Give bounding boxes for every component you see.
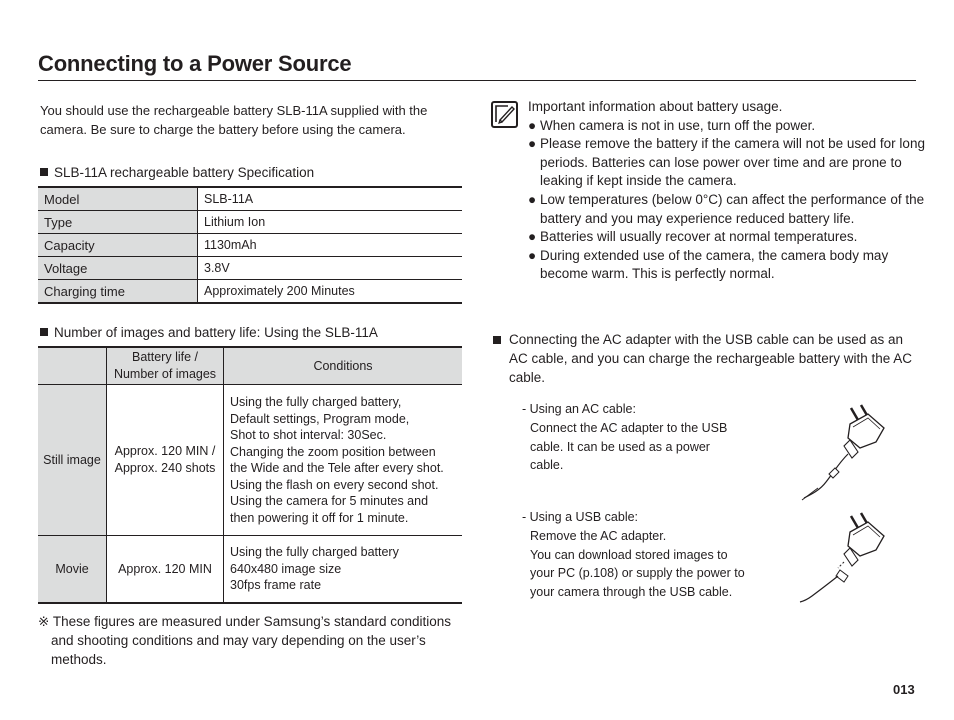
spec-heading	[40, 164, 314, 182]
table-row	[38, 385, 462, 536]
intro-line: You should use the rechargeable battery SLB-11A supplied with the	[40, 103, 428, 118]
condition-line: Changing the zoom position between	[230, 444, 436, 459]
condition-line: Using the fully charged battery	[230, 545, 399, 560]
table-row	[38, 536, 462, 604]
life-heading	[40, 324, 378, 342]
ac-cable-line: cable.	[530, 458, 564, 473]
spec-value: Lithium Ion	[198, 211, 463, 234]
note-bullet	[528, 247, 928, 284]
spec-value: 3.8V	[198, 257, 463, 280]
battery-life-value	[107, 536, 224, 604]
usb-cable-heading: - Using a USB cable:	[522, 510, 639, 524]
battery-life-value	[107, 385, 224, 536]
condition-line: Default settings, Program mode,	[230, 411, 410, 426]
spec-value: 1130mAh	[198, 234, 463, 257]
header-conditions: Conditions	[224, 347, 463, 385]
footnote-line: methods.	[51, 652, 107, 667]
note-bullet	[528, 135, 928, 191]
note-bullet	[528, 228, 928, 247]
usb-cable-line: Remove the AC adapter.	[530, 528, 667, 543]
spec-key: Type	[38, 211, 198, 234]
ac-adapter-cable-illustration	[798, 402, 898, 502]
battery-usage-note	[528, 98, 928, 284]
footnote-line: and shooting conditions and may vary depending on the user’s	[51, 633, 426, 648]
page-title: Connecting to a Power Source	[38, 50, 916, 81]
table-row	[38, 211, 462, 234]
square-bullet-icon	[40, 168, 48, 176]
condition-line: the Wide and the Tele after every shot.	[230, 461, 444, 475]
page-number: 013	[893, 682, 915, 697]
header-empty-cell	[38, 347, 107, 385]
spec-key: Model	[38, 187, 198, 211]
footnote	[38, 612, 458, 669]
mode-name: Movie	[38, 536, 107, 604]
life-line: Approx. 240 shots	[114, 461, 216, 475]
spec-key: Charging time	[38, 280, 198, 304]
condition-line: Shot to shot interval: 30Sec.	[230, 428, 387, 442]
note-bullet-text: Batteries will usually recover at normal temperatures.	[540, 229, 858, 245]
note-pencil-icon	[491, 101, 518, 128]
usb-cable-line: your camera through the USB cable.	[530, 585, 733, 600]
battery-life-table	[38, 346, 462, 604]
bullet-dot-icon: ●	[528, 191, 537, 207]
ac-adapter-section	[493, 330, 923, 387]
note-bullet	[528, 191, 928, 228]
condition-line: then powering it off for 1 minute.	[230, 510, 409, 525]
table-row	[38, 187, 462, 211]
usb-cable-line: You can download stored images to	[530, 547, 728, 562]
table-row	[38, 280, 462, 304]
spec-key: Voltage	[38, 257, 198, 280]
header-line: Number of images	[113, 367, 217, 381]
spec-value: Approximately 200 Minutes	[198, 280, 463, 304]
table-row	[38, 257, 462, 280]
usb-cable-instructions	[522, 508, 762, 602]
condition-line: Using the camera for 5 minutes and	[230, 494, 429, 508]
bullet-dot-icon: ●	[528, 136, 537, 152]
note-bullet-text: Low temperatures (below 0°C) can affect the performance of the battery and you may experience reduced battery life.	[540, 191, 925, 226]
note-bullet-text: Please remove the battery if the camera will not be used for long periods. Batteries can lose power over time and are prone to leaking if kept inside the camera.	[540, 136, 925, 189]
header-line: Battery life /	[132, 350, 198, 364]
conditions-cell	[224, 385, 463, 536]
ac-cable-line: Connect the AC adapter to the USB	[530, 420, 728, 435]
header-battery-life	[107, 347, 224, 385]
note-bullet-text: When camera is not in use, turn off the power.	[540, 117, 816, 133]
life-heading-label: Number of images and battery life: Using the SLB-11A	[54, 325, 378, 340]
note-heading: Important information about battery usage.	[528, 99, 783, 114]
footnote-line: ※ These figures are measured under Samsung’s standard conditions	[38, 614, 452, 629]
square-bullet-icon	[40, 328, 48, 336]
condition-line: 30fps frame rate	[230, 578, 322, 593]
bullet-dot-icon: ●	[528, 229, 537, 245]
life-line: Approx. 120 MIN	[118, 561, 212, 576]
conditions-cell	[224, 536, 463, 604]
note-bullet	[528, 117, 928, 136]
ac-cable-heading: - Using an AC cable:	[522, 402, 636, 416]
table-header-row	[38, 347, 462, 385]
bullet-dot-icon: ●	[528, 117, 537, 133]
condition-line: Using the fully charged battery,	[230, 395, 402, 409]
spec-table	[38, 186, 462, 304]
square-bullet-icon	[493, 336, 501, 344]
life-line: Approx. 120 MIN /	[114, 444, 216, 458]
intro-text	[40, 101, 450, 139]
bullet-dot-icon: ●	[528, 247, 537, 263]
spec-value: SLB-11A	[198, 187, 463, 211]
table-row	[38, 234, 462, 257]
ac-cable-instructions	[522, 400, 752, 475]
condition-line: 640x480 image size	[230, 561, 342, 576]
usb-cable-line: your PC (p.108) or supply the power to	[530, 566, 745, 581]
usb-cable-illustration	[798, 510, 898, 605]
mode-name: Still image	[38, 385, 107, 536]
intro-line: camera. Be sure to charge the battery before using the camera.	[40, 122, 406, 137]
spec-key: Capacity	[38, 234, 198, 257]
spec-heading-label: SLB-11A rechargeable battery Specification	[54, 165, 315, 180]
note-bullet-text: During extended use of the camera, the camera body may become warm. This is perfectly normal.	[540, 247, 889, 282]
ac-adapter-text: Connecting the AC adapter with the USB cable can be used as an AC cable, and you can charge the rechargeable battery with the AC cable.	[509, 332, 912, 385]
ac-cable-line: cable. It can be used as a power	[530, 439, 710, 454]
condition-line: Using the flash on every second shot.	[230, 477, 439, 492]
